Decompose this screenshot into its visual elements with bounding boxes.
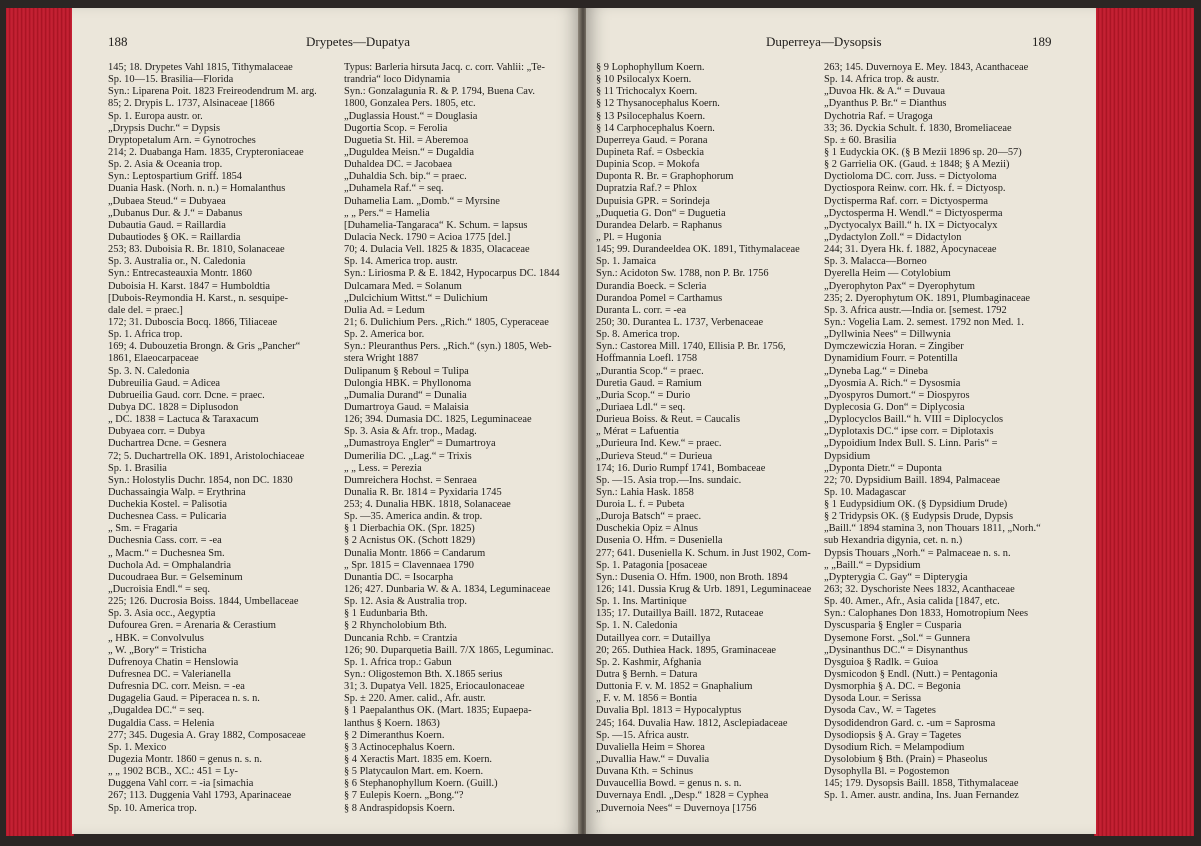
entry-line: Dulipanum § Reboul = Tulipa <box>344 365 469 377</box>
entry-line: Sp. 3. Asia occ., Aegyptia <box>108 608 216 620</box>
entry-line: Sp. —15. Asia trop.—Ins. sundaic. <box>596 474 742 486</box>
entry-line: Hoffmannia Loefl. 1758 <box>596 353 698 365</box>
entry-line: Dugaldia Cass. = Helenia <box>108 717 215 729</box>
entry-line: Dumerilia DC. „Lag.“ = Trixis <box>344 450 472 462</box>
entry-line: dale del. = praec.] <box>108 304 183 316</box>
entry-line: Sp. 1. Patagonia [posaceae <box>596 559 708 571</box>
entry-line: Duchekia Kostel. = Palisotia <box>108 499 227 511</box>
entry-line: Sp. ± 60. Brasilia <box>824 134 897 146</box>
entry-line: Dymczewiczia Horan. = Zingiber <box>824 341 964 353</box>
entry-line: Syn.: Castorea Mill. 1740, Ellisia P. Br. 1756, <box>596 341 786 353</box>
entry-line: Sp. 10—15. Brasilia—Florida <box>108 74 234 86</box>
entry-line: „Baill.“ 1894 stamina 3, non Thouars 1811, „Norh.“ <box>824 523 1041 535</box>
entry-line: Sp. 1. Mexico <box>108 741 167 753</box>
entry-line: § 1 Eudypsidium OK. (§ Dypsidium Drude) <box>824 499 1008 511</box>
entry-line: „Dyponta Dietr.“ = Duponta <box>824 462 942 474</box>
entry-line: Sp. 1. Brasilia <box>108 462 167 474</box>
entry-line: § 9 Lophophyllum Koern. <box>596 62 705 73</box>
entry-line: „ Pl. = Hugonia <box>596 231 662 243</box>
entry-line: Duania Hask. (Norh. n. n.) = Homalanthus <box>108 183 286 195</box>
entry-line: „ „ Less. = Perezia <box>344 462 422 474</box>
entry-line: „Dulcichium Wittst.“ = Dulichium <box>344 292 488 304</box>
entry-line: Syn.: Entrecasteauxia Montr. 1860 <box>108 268 252 280</box>
entry-line: Duboisia H. Karst. 1847 = Humboldtia <box>108 280 270 292</box>
entry-line: Dubautia Gaud. = Raillardia <box>108 219 226 231</box>
entry-line: Dyerella Heim — Cotylobium <box>824 268 951 280</box>
entry-line: § 2 Tridypsis OK. (§ Eudypsis Drude, Dypsis <box>824 511 1014 523</box>
entry-line: „Durieva Steud.“ = Durieua <box>596 450 713 462</box>
entry-line: „Durieura Ind. Kew.“ = praec. <box>596 438 722 450</box>
right-page-number: 189 <box>1032 34 1052 49</box>
entry-line: „Duglassia Houst.“ = Douglasia <box>344 110 478 122</box>
entry-line: „Duvoa Hk. & A.“ = Duvaua <box>824 86 945 98</box>
entry-line: „Dyneba Lag.“ = Dineba <box>824 365 928 377</box>
entry-line: Duroia L. f. = Pubeta <box>596 499 685 511</box>
entry-line: § 7 Eulepis Koern. „Bong.“? <box>344 790 464 802</box>
entry-line: Ducoudraea Bur. = Gelseminum <box>108 571 243 583</box>
entry-line: Dufresnia DC. corr. Meisn. = -ea <box>108 681 245 693</box>
entry-line: Duperreya Gaud. = Porana <box>596 134 708 146</box>
entry-line: „Dubanus Dur. & J.“ = Dabanus <box>108 207 243 219</box>
entry-line: „ Mérat = Lafuentia <box>596 426 679 438</box>
entry-line: „ Macm.“ = Duchesnea Sm. <box>108 547 225 559</box>
entry-line: Sp. —35. America andin. & trop. <box>344 511 483 523</box>
entry-line: „Dyanthus P. Br.“ = Dianthus <box>824 98 947 110</box>
entry-line: Duchassaingia Walp. = Erythrina <box>108 486 246 498</box>
entry-line: Dugezia Montr. 1860 = genus n. s. n. <box>108 754 262 766</box>
entry-line: Sp. ± 220. Amer. calid., Afr. austr. <box>344 693 486 705</box>
entry-line: 85; 2. Drypis L. 1737, Alsinaceae [1866 <box>108 98 275 110</box>
entry-line: 1800, Gonzalea Pers. 1805, etc. <box>344 98 476 110</box>
entry-line: Sp. 1. Jamaica <box>596 256 657 268</box>
entry-line: § 1 Paepalanthus OK. (Mart. 1835; Eupaepa- <box>344 705 532 717</box>
entry-line: Sp. 3. Malacca—Borneo <box>824 256 927 268</box>
entry-line: Dupinia Scop. = Mokofa <box>596 159 700 171</box>
entry-line: Sp. 14. Africa trop. & austr. <box>824 74 940 86</box>
entry-line: 145; 18. Drypetes Vahl 1815, Tithymalaceae <box>108 62 293 73</box>
entry-line: Duttonia F. v. M. 1852 = Gnaphalium <box>596 681 753 693</box>
entry-line: sub Hexandria digynia, cet. n. n.) <box>824 535 963 547</box>
entry-line: Duvalia Bpl. 1813 = Hypocalyptus <box>596 705 742 717</box>
entry-line: Dyscusparia § Engler = Cusparia <box>824 620 962 632</box>
entry-line: Syn.: Lahia Hask. 1858 <box>596 486 694 498</box>
entry-line: Sp. 1. Europa austr. or. <box>108 110 203 122</box>
entry-line: Dunalia R. Br. 1814 = Pyxidaria 1745 <box>344 486 502 498</box>
entry-line: 235; 2. Dyerophytum OK. 1891, Plumbaginaceae <box>824 292 1031 304</box>
entry-line: „Dysinanthus DC.“ = Disynanthus <box>824 644 968 656</box>
entry-line: „Duvallia Haw.“ = Duvalia <box>596 754 710 766</box>
entry-line: § 13 Psilocephalus Koern. <box>596 110 706 122</box>
entry-line: 126; 427. Dunbaria W. & A. 1834, Leguminaceae <box>344 584 551 596</box>
entry-line: Sp. 3. Africa austr.—India or. [semest. 1792 <box>824 304 1007 316</box>
entry-line: „Duvernoia Nees“ = Duvernoya [1756 <box>596 802 757 814</box>
entry-line: Dyctisperma Raf. corr. = Dictyosperma <box>824 195 988 207</box>
entry-line: § 2 Dimeranthus Koern. <box>344 729 445 741</box>
entry-line: „Ducroisia Endl.“ = seq. <box>108 584 210 596</box>
entry-line: 225; 126. Ducrosia Boiss. 1844, Umbellaceae <box>108 596 299 608</box>
entry-line: 169; 4. Dubouzetia Brongn. & Gris „Pancher“ <box>108 341 301 353</box>
left-column-1 <box>108 62 338 815</box>
entry-line: „Duroja Batsch“ = praec. <box>596 511 702 523</box>
entry-line: Sp. 3. Asia & Afr. trop., Madag. <box>344 426 477 438</box>
entry-line: Duvaliella Heim = Shorea <box>596 741 705 753</box>
entry-line: „Duguldea Meisn.“ = Dugaldia <box>344 146 474 158</box>
entry-line: Dypsis Thouars „Norh.“ = Palmaceae n. s. n. <box>824 547 1011 559</box>
entry-line: 253; 83. Duboisia R. Br. 1810, Solanaceae <box>108 244 285 256</box>
entry-line: 214; 2. Duabanga Ham. 1835, Crypteroniaceae <box>108 146 304 158</box>
entry-line: Dupuisia GPR. = Sorindeja <box>596 195 710 207</box>
entry-line: Dysophylla Bl. = Pogostemon <box>824 766 950 778</box>
entry-line: 22; 70. Dypsidium Baill. 1894, Palmaceae <box>824 474 1001 486</box>
entry-line: Dugortia Scop. = Ferolia <box>344 122 448 134</box>
entry-line: Dunalia Montr. 1866 = Candarum <box>344 547 486 559</box>
left-page <box>72 8 580 834</box>
entry-line: § 8 Andraspidopsis Koern. <box>344 802 455 814</box>
entry-line: Duranta L. corr. = -ea <box>596 304 687 316</box>
entry-line: 244; 31. Dyera Hk. f. 1882, Apocynaceae <box>824 244 997 256</box>
entry-line: Duschekia Opiz = Alnus <box>596 523 698 535</box>
entry-line: Dysoda Lour. = Serissa <box>824 693 922 705</box>
entry-line: Sp. 2. Kashmir, Afghania <box>596 656 702 668</box>
entry-line: Dysguioa § Radlk. = Guioa <box>824 656 939 668</box>
right-column-1 <box>596 62 818 815</box>
entry-line: § 1 Eudyckia OK. (§ B Mezii 1896 sp. 20—57) <box>824 146 1022 158</box>
entry-line: Syn.: Liriosma P. & E. 1842, Hypocarpus DC. 1844 <box>344 268 560 280</box>
entry-line: Duchesnea Cass. = Pulicaria <box>108 511 227 523</box>
entry-line: „Dyctyocalyx Baill.“ h. IX = Dictyocalyx <box>824 219 998 231</box>
entry-line: Sp. 10. America trop. <box>108 802 197 814</box>
entry-line: Dyctioloma DC. corr. Juss. = Dictyoloma <box>824 171 997 183</box>
entry-line: 172; 31. Duboscia Bocq. 1866, Tiliaceae <box>108 316 278 328</box>
entry-line: Syn.: Calophanes Don 1833, Homotropium Nees <box>824 608 1029 620</box>
entry-line: § 11 Trichocalyx Koern. <box>596 86 698 98</box>
entry-line: Dulongia HBK. = Phyllonoma <box>344 377 472 389</box>
entry-line: „ „Baill.“ = Dypsidium <box>824 559 921 571</box>
entry-line: „Dypterygia C. Gay“ = Dipterygia <box>824 571 968 583</box>
entry-line: „ DC. 1838 = Lactuca & Taraxacum <box>108 414 259 426</box>
entry-line: 253; 4. Dunalia HBK. 1818, Solanaceae <box>344 499 511 511</box>
entry-line: Dufresnea DC. = Valerianella <box>108 669 231 681</box>
entry-line: Duhaldea DC. = Jacobaea <box>344 159 452 171</box>
entry-line: 20; 265. Duthiea Hack. 1895, Graminaceae <box>596 644 777 656</box>
entry-line: „Dypoidium Index Bull. S. Linn. Paris“ = <box>824 438 998 450</box>
left-running-head: Drypetes—Dupatya <box>306 34 410 49</box>
entry-line: Syn.: Liparena Poit. 1823 Freireodendrum M. arg. <box>108 86 317 98</box>
entry-line: 145; 179. Dysopsis Baill. 1858, Tithymalaceae <box>824 778 1019 790</box>
entry-line: „Duriaea Ldl.“ = seq. <box>596 401 686 413</box>
entry-line: Duvaucellia Bowd. = genus n. s. n. <box>596 778 742 790</box>
left-page-number: 188 <box>108 34 128 49</box>
entry-line: Syn.: Gonzalagunia R. & P. 1794, Buena Cav. <box>344 86 535 98</box>
entry-line: Dulia Ad. = Ledum <box>344 304 425 316</box>
entry-line: § 2 Rhyncholobium Bth. <box>344 620 447 632</box>
entry-line: Dupineta Raf. = Osbeckia <box>596 146 705 158</box>
left-column-2 <box>344 62 576 815</box>
entry-line: Dubyaea corr. = Dubya <box>108 426 206 438</box>
entry-line: Duncania Rchb. = Crantzia <box>344 632 458 644</box>
entry-line: „ F. v. M. 1856 = Bontia <box>596 693 698 705</box>
entry-line: lanthus § Koern. 1863) <box>344 717 440 729</box>
entry-line: Dubautiodes § OK. = Raillardia <box>108 231 241 243</box>
entry-line: „Durantia Scop.“ = praec. <box>596 365 704 377</box>
entry-line: § 1 Dierbachia OK. (Spr. 1825) <box>344 523 475 535</box>
entry-line: „Duquetia G. Don“ = Duguetia <box>596 207 726 219</box>
entry-line: „Dyplocyclos Baill.“ h. VIII = Diplocyclos <box>824 414 1004 426</box>
entry-line: „Dyosmia A. Rich.“ = Dysosmia <box>824 377 961 389</box>
entry-line: 72; 5. Duchartrella OK. 1891, Aristolochiaceae <box>108 450 305 462</box>
entry-line: Dypsidium <box>824 450 871 462</box>
entry-line: Syn.: Dusenia O. Hfm. 1900, non Broth. 1894 <box>596 571 788 583</box>
right-running-head: Duperreya—Dysopsis <box>766 34 882 49</box>
entry-line: Dynamidium Fourr. = Potentilla <box>824 353 958 365</box>
entry-line: Dulacia Neck. 1790 = Acioa 1775 [del.] <box>344 231 511 243</box>
entry-line: Duggena Vahl corr. = -ia [simachia <box>108 778 254 790</box>
entry-line: Sp. 1. Africa trop.: Gabun <box>344 656 452 668</box>
entry-line: „Dyplotaxis DC.“ ipse corr. = Diplotaxis <box>824 426 994 438</box>
entry-line: Syn.: Pleuranthus Pers. „Rich.“ (syn.) 1805, Web- <box>344 341 552 353</box>
entry-line: Dufourea Gren. = Arenaria & Cerastium <box>108 620 277 632</box>
entry-line: „Dyerophyton Pax“ = Dyerophytum <box>824 280 976 292</box>
entry-line: Sp. 8. America trop. <box>596 329 680 341</box>
entry-line: „ Sm. = Fragaria <box>108 523 178 535</box>
entry-line: [Dubois-Reymondia H. Karst., n. sesquipe- <box>108 292 289 304</box>
entry-line: Sp. 40. Amer., Afr., Asia calida [1847, etc. <box>824 596 1000 608</box>
entry-line: Sp. 1. Amer. austr. andina, Ins. Juan Fernandez <box>824 790 1019 802</box>
entry-line: Sp. 1. Ins. Martinique <box>596 596 687 608</box>
entry-line: Dysodium Rich. = Melampodium <box>824 741 965 753</box>
entry-line: § 2 Garrielia OK. (Gaud. ± 1848; § A Mezii) <box>824 159 1010 171</box>
entry-line: Dysolobium § Bth. (Prain) = Phaseolus <box>824 754 988 766</box>
entry-line: 126; 90. Duparquetia Baill. 7/X 1865, Leguminac. <box>344 644 554 656</box>
entry-line: Dyctiospora Reinw. corr. Hk. f. = Dictyosp. <box>824 183 1006 195</box>
entry-line: Sp. —15. Africa austr. <box>596 729 689 741</box>
entry-line: Dysodiopsis § A. Gray = Tagetes <box>824 729 962 741</box>
entry-line: Sp. 10. Madagascar <box>824 486 906 498</box>
entry-line: 21; 6. Dulichium Pers. „Rich.“ 1805, Cyperaceae <box>344 316 549 328</box>
entry-line: „Drypsis Duchr.“ = Dypsis <box>108 122 221 134</box>
entry-line: 135; 17. Dutaillya Baill. 1872, Rutaceae <box>596 608 764 620</box>
entry-line: Sp. 12. Asia & Australia trop. <box>344 596 467 608</box>
entry-line: 263; 145. Duvernoya E. Mey. 1843, Acanthaceae <box>824 62 1029 73</box>
entry-line: Duguetia St. Hil. = Aberemoa <box>344 134 469 146</box>
right-column-2 <box>824 62 1090 803</box>
entry-line: 245; 164. Duvalia Haw. 1812, Asclepiadaceae <box>596 717 788 729</box>
entry-line: Syn.: Leptospartium Griff. 1854 <box>108 171 243 183</box>
entry-line: Dubya DC. 1828 = Diplusodon <box>108 401 239 413</box>
entry-line: Durieua Boiss. & Reut. = Caucalis <box>596 414 741 426</box>
entry-line: „ „ Pers.“ = Hamelia <box>344 207 430 219</box>
entry-line: Dyplecosia G. Don“ = Diplycosia <box>824 401 965 413</box>
entry-line: trandria“ loco Didynamia <box>344 74 451 86</box>
entry-line: Dulcamara Med. = Solanum <box>344 280 462 292</box>
entry-line: Sp. 3. N. Caledonia <box>108 365 190 377</box>
entry-line: 126; 394. Dumasia DC. 1825, Leguminaceae <box>344 414 532 426</box>
entry-line: § 1 Eudunbaria Bth. <box>344 608 428 620</box>
entry-line: Dysoda Cav., W. = Tagetes <box>824 705 936 717</box>
entry-line: 277; 345. Dugesia A. Gray 1882, Composaceae <box>108 729 306 741</box>
entry-line: Dryptopetalum Arn. = Gynotroches <box>108 134 256 146</box>
entry-line: Duvana Kth. = Schinus <box>596 766 694 778</box>
entry-line: Duponta R. Br. = Graphophorum <box>596 171 734 183</box>
entry-line: „Dubaea Steud.“ = Dubyaea <box>108 195 226 207</box>
entry-line: Syn.: Oligostemon Bth. X.1865 serius <box>344 669 503 681</box>
entry-line: 31; 3. Dupatya Vell. 1825, Eriocaulonaceae <box>344 681 525 693</box>
entry-line: Dubreuilia Gaud. = Adicea <box>108 377 221 389</box>
right-page-edges <box>1094 8 1194 836</box>
entry-line: 174; 16. Durio Rumpf 1741, Bombaceae <box>596 462 766 474</box>
left-page-edges <box>6 8 74 836</box>
entry-line: „Dumastroya Engler“ = Dumartroya <box>344 438 496 450</box>
entry-line: Dusenia O. Hfm. = Duseniella <box>596 535 723 547</box>
entry-line: Syn.: Vogelia Lam. 2. semest. 1792 non Med. 1. <box>824 316 1024 328</box>
entry-line: Dutaillyea corr. = Dutaillya <box>596 632 711 644</box>
entry-line: „Dyllwinia Nees“ = Dillwynia <box>824 329 951 341</box>
entry-line: Dumartroya Gaud. = Malaisia <box>344 401 469 413</box>
entry-line: Duchesnia Cass. corr. = -ea <box>108 535 222 547</box>
entry-line: § 4 Xeractis Mart. 1835 em. Koern. <box>344 754 493 766</box>
entry-line: § 12 Thysanocephalus Koern. <box>596 98 720 110</box>
entry-line: 1861, Elaeocarpaceae <box>108 353 199 365</box>
entry-line: Dupratzia Raf.? = Phlox <box>596 183 698 195</box>
entry-line: § 5 Platycaulon Mart. em. Koern. <box>344 766 484 778</box>
entry-line: „ Spr. 1815 = Clavennaea 1790 <box>344 559 474 571</box>
entry-line: Syn.: Acidoton Sw. 1788, non P. Br. 1756 <box>596 268 769 280</box>
entry-line: Dugagelia Gaud. = Piperacea n. s. n. <box>108 693 260 705</box>
entry-line: „Duria Scop.“ = Durio <box>596 389 691 401</box>
entry-line: 33; 36. Dyckia Schult. f. 1830, Bromeliaceae <box>824 122 1012 134</box>
entry-line: [Duhamelia-Tangaraca“ K. Schum. = lapsus <box>344 219 528 231</box>
entry-line: Dysmorphia § A. DC. = Begonia <box>824 681 961 693</box>
entry-line: Dubrueilia Gaud. corr. Dcne. = praec. <box>108 389 265 401</box>
entry-line: 126; 141. Dussia Krug & Urb. 1891, Leguminaceae <box>596 584 812 596</box>
entry-line: Typus: Barleria hirsuta Jacq. c. corr. Vahlii: „Te- <box>344 62 545 73</box>
right-page <box>586 8 1096 834</box>
entry-line: „ HBK. = Convolvulus <box>108 632 204 644</box>
entry-line: Duchola Ad. = Omphalandria <box>108 559 232 571</box>
entry-line: „Duhamela Raf.“ = seq. <box>344 183 444 195</box>
entry-line: Dychotria Raf. = Uragoga <box>824 110 933 122</box>
entry-line: Dysmicodon § Endl. (Nutt.) = Pentagonia <box>824 669 998 681</box>
entry-line: Dumreichera Hochst. = Senraea <box>344 474 477 486</box>
entry-line: 250; 30. Durantea L. 1737, Verbenaceae <box>596 316 764 328</box>
entry-line: stera Wright 1887 <box>344 353 419 365</box>
entry-line: Dutra § Bernh. = Datura <box>596 669 698 681</box>
entry-line: § 14 Carphocephalus Koern. <box>596 122 715 134</box>
entry-line: Duchartrea Dcne. = Gesnera <box>108 438 227 450</box>
entry-line: Dunantia DC. = Isocarpha <box>344 571 454 583</box>
entry-line: Durandia Boeck. = Scleria <box>596 280 707 292</box>
entry-line: „Dydactylon Zoll.“ = Didactylon <box>824 231 962 243</box>
entry-line: Sp. 1. N. Caledonia <box>596 620 678 632</box>
entry-line: „ W. „Bory“ = Tristicha <box>108 644 207 656</box>
entry-line: Syn.: Holostylis Duchr. 1854, non DC. 1830 <box>108 474 293 486</box>
entry-line: Sp. 3. Australia or., N. Caledonia <box>108 256 246 268</box>
entry-line: 145; 99. Durandeeldea OK. 1891, Tithymalaceae <box>596 244 800 256</box>
entry-line: § 3 Actinocephalus Koern. <box>344 741 455 753</box>
entry-line: § 2 Acnistus OK. (Schott 1829) <box>344 535 476 547</box>
entry-line: Sp. 2. America bor. <box>344 329 425 341</box>
entry-line: Dysodidendron Gard. c. -um = Saprosma <box>824 717 996 729</box>
entry-line: Dysemone Forst. „Sol.“ = Gunnera <box>824 632 971 644</box>
entry-line: „Dugaldea DC.“ = seq. <box>108 705 205 717</box>
entry-line: „Duhaldia Sch. bip.“ = praec. <box>344 171 467 183</box>
entry-line: Duhamelia Lam. „Domb.“ = Myrsine <box>344 195 500 207</box>
entry-line: Duretia Gaud. = Ramium <box>596 377 702 389</box>
entry-line: Dufrenoya Chatin = Henslowia <box>108 656 239 668</box>
entry-line: Sp. 2. Asia & Oceania trop. <box>108 159 223 171</box>
entry-line: „Dyctosperma H. Wendl.“ = Dictyosperma <box>824 207 1003 219</box>
entry-line: Sp. 1. Africa trop. <box>108 329 183 341</box>
entry-line: Duvernaya Endl. „Desp.“ 1828 = Cyphea <box>596 790 769 802</box>
entry-line: „Dumalia Durand“ = Dunalia <box>344 389 467 401</box>
entry-line: 70; 4. Dulacia Vell. 1825 & 1835, Olacaceae <box>344 244 530 256</box>
entry-line: Sp. 14. America trop. austr. <box>344 256 458 268</box>
entry-line: „Dyospyros Dumort.“ = Diospyros <box>824 389 970 401</box>
entry-line: Durandea Delarb. = Raphanus <box>596 219 722 231</box>
entry-line: 277; 641. Duseniella K. Schum. in Just 1902, Com- <box>596 547 811 559</box>
entry-line: 263; 32. Dyschoriste Nees 1832, Acanthaceae <box>824 584 1015 596</box>
entry-line: § 6 Stephanophyllum Koern. (Guill.) <box>344 778 498 790</box>
entry-line: § 10 Psilocalyx Koern. <box>596 74 692 86</box>
entry-line: Durandoa Pomel = Carthamus <box>596 292 723 304</box>
entry-line: „ „ 1902 BCB., XC.: 451 = Ly- <box>108 766 238 778</box>
entry-line: 267; 113. Duggenia Vahl 1793, Aparinaceae <box>108 790 292 802</box>
